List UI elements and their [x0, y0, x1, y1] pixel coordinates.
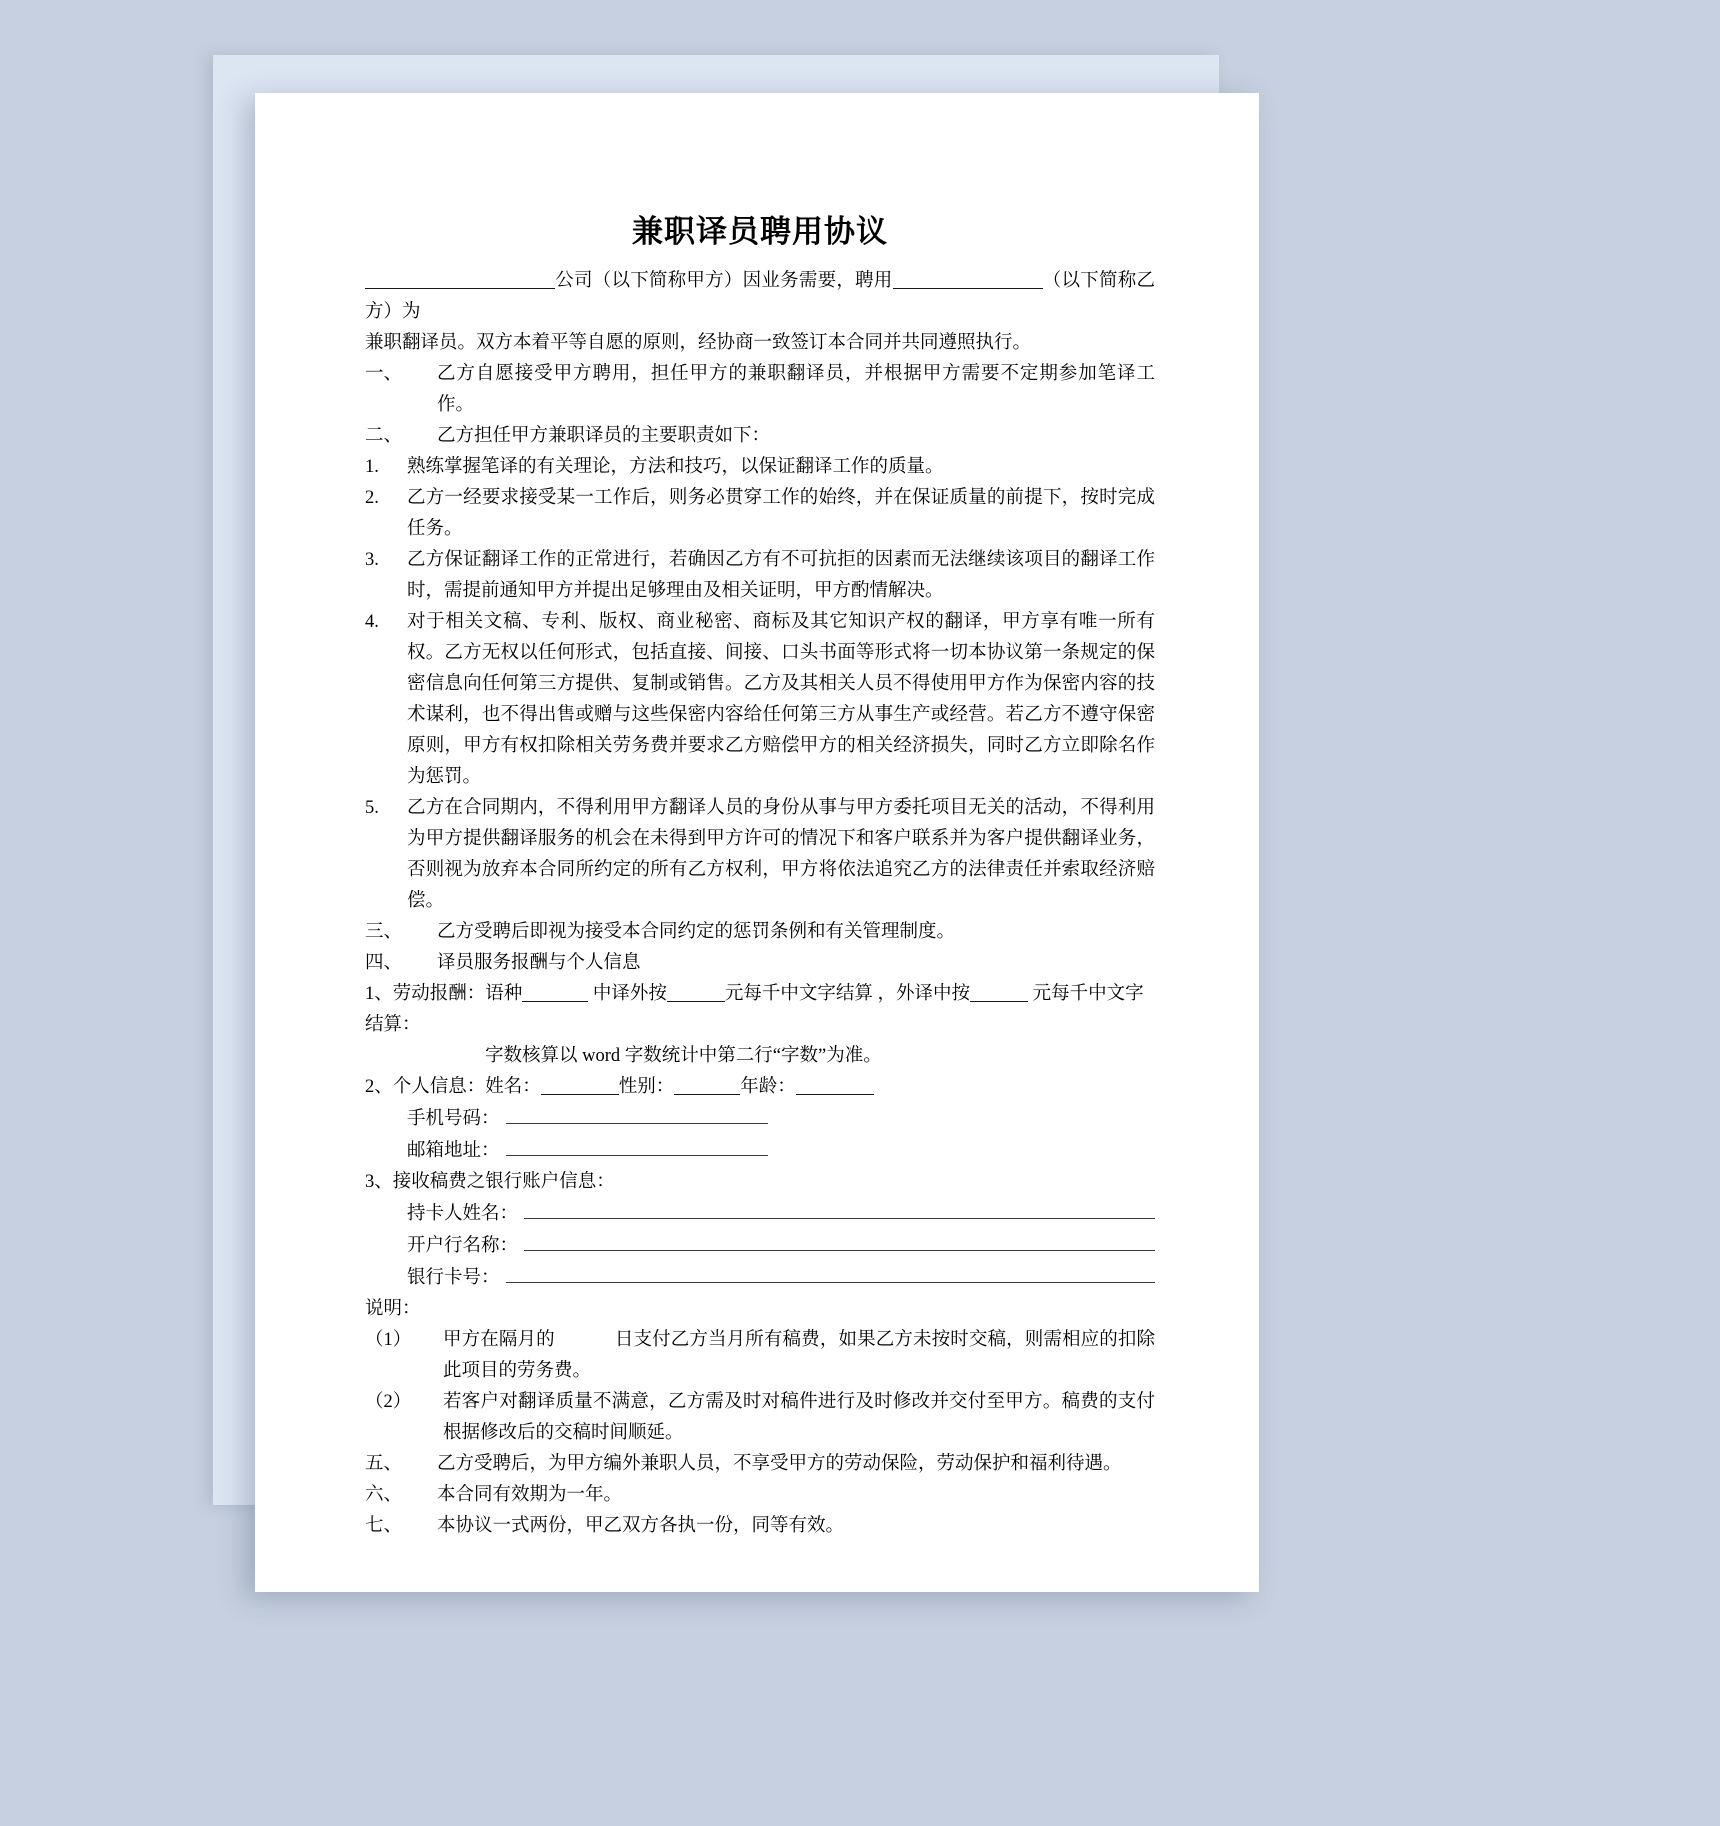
document-content	[365, 213, 1155, 1542]
phone-field-row	[365, 1103, 1155, 1135]
phone-label: 手机号码：	[407, 1108, 500, 1129]
intro-paragraph-line2: 兼职翻译员。双方本着平等自愿的原则，经协商一致签订本合同并共同遵照执行。	[365, 332, 1032, 353]
card-number-blank[interactable]	[506, 1262, 1155, 1283]
note-item-number: （1）	[365, 1329, 412, 1350]
age-label: 年龄：	[740, 1076, 796, 1097]
clause-two-text: 乙方担任甲方兼职译员的主要职责如下：	[437, 425, 771, 446]
duty-item-number: 2.	[365, 487, 379, 508]
bank-name-field-row	[365, 1230, 1155, 1262]
duty-item	[365, 483, 1155, 545]
duty-item-number: 4.	[365, 611, 379, 632]
duty-item-number: 1.	[365, 456, 379, 477]
compensation-lead: 1、劳动报酬：语种	[365, 983, 523, 1004]
clause-five-text: 乙方受聘后，为甲方编外兼职人员，不享受甲方的劳动保险，劳动保护和福利待遇。	[437, 1453, 1122, 1474]
personal-info-line	[365, 1072, 1155, 1103]
clause-two-number: 二、	[365, 425, 403, 446]
duty-item	[365, 452, 1155, 483]
compensation-seg2: 元每千中文字结算 ，外译中按	[724, 983, 971, 1004]
personal-info-lead: 2、个人信息：姓名：	[365, 1076, 541, 1097]
clause-five-number: 五、	[365, 1453, 403, 1474]
clause-seven	[365, 1511, 1155, 1542]
note-item-text: 若客户对翻译质量不满意，乙方需及时对稿件进行及时修改并交付至甲方。稿费的支付根据修改后的交稿时间顺延。	[443, 1391, 1155, 1443]
intro-after-company: 公司（以下简称甲方）因业务需要，聘用	[555, 270, 893, 291]
foreign-to-cn-rate-blank[interactable]	[970, 984, 1028, 1002]
gender-label: 性别：	[618, 1076, 675, 1097]
duty-item	[365, 545, 1155, 607]
cardholder-field-row	[365, 1198, 1155, 1230]
language-blank[interactable]	[522, 984, 588, 1002]
cardholder-blank[interactable]	[524, 1198, 1155, 1219]
clause-four	[365, 948, 1155, 979]
clause-four-number: 四、	[365, 952, 403, 973]
word-count-rule: 字数核算以 word 字数统计中第二行“字数”为准。	[485, 1045, 882, 1066]
name-blank[interactable]	[541, 1077, 619, 1095]
clause-two	[365, 421, 1155, 452]
compensation-seg3: 元每千中文字结算：	[365, 983, 1144, 1035]
clause-one-text: 乙方自愿接受甲方聘用，担任甲方的兼职翻译员，并根据甲方需要不定期参加笔译工作。	[437, 363, 1155, 415]
intro-after-party-b: （以下简称乙方）为	[365, 270, 1155, 322]
card-number-label: 银行卡号：	[407, 1267, 500, 1288]
note-item-number: （2）	[365, 1391, 412, 1412]
duty-item-text: 乙方一经要求接受某一工作后，则务必贯穿工作的始终，并在保证质量的前提下，按时完成任务。	[407, 487, 1155, 539]
clause-six	[365, 1480, 1155, 1511]
clause-one-number: 一、	[365, 363, 403, 384]
duty-item-number: 5.	[365, 797, 379, 818]
duty-item-text: 乙方保证翻译工作的正常进行，若确因乙方有不可抗拒的因素而无法继续该项目的翻译工作时，需提前通知甲方并提出足够理由及相关证明，甲方酌情解决。	[407, 549, 1155, 601]
bank-info-heading: 3、接收稿费之银行账户信息：	[365, 1171, 615, 1192]
age-blank[interactable]	[796, 1077, 874, 1095]
duty-item-text: 对于相关文稿、专利、版权、商业秘密、商标及其它知识产权的翻译，甲方享有唯一所有权。乙方无权以任何形式，包括直接、间接、口头书面等形式将一切本协议第一条规定的保密信息向任何第三方提供、复制或销售。乙方及其相关人员不得使用甲方作为保密内容的技术谋利，也不得出售或赠与这些保密内容给任何第三方从事生产或经营。若乙方不遵守保密原则，甲方有权扣除相关劳务费并要求乙方赔偿甲方的相关经济损失，同时乙方立即除名作为惩罚。	[407, 611, 1155, 787]
clause-three	[365, 917, 1155, 948]
notes-heading: 说明：	[365, 1298, 421, 1319]
party-b-name-blank[interactable]	[893, 271, 1043, 289]
card-number-field-row	[365, 1262, 1155, 1294]
note-item-text	[443, 1325, 1155, 1387]
company-name-blank[interactable]	[365, 271, 555, 289]
duty-item	[365, 607, 1155, 793]
gender-blank[interactable]	[674, 1077, 740, 1095]
clause-three-text: 乙方受聘后即视为接受本合同约定的惩罚条例和有关管理制度。	[437, 921, 956, 942]
clause-seven-text: 本协议一式两份，甲乙双方各执一份，同等有效。	[437, 1515, 845, 1536]
duty-item-text: 熟练掌握笔译的有关理论，方法和技巧，以保证翻译工作的质量。	[407, 456, 944, 477]
clause-six-number: 六、	[365, 1484, 403, 1505]
email-blank[interactable]	[506, 1135, 768, 1156]
note-one-after: 日支付乙方当月所有稿费，如果乙方未按时交稿，则需相应的扣除此项目的劳务费。	[443, 1329, 1155, 1381]
note-item	[365, 1387, 1155, 1449]
clause-six-text: 本合同有效期为一年。	[437, 1484, 623, 1505]
clause-four-text: 译员服务报酬与个人信息	[437, 952, 641, 973]
note-item	[365, 1325, 1155, 1387]
clause-three-number: 三、	[365, 921, 403, 942]
document-title: 兼职译员聘用协议	[632, 214, 888, 249]
clause-five	[365, 1449, 1155, 1480]
intro-paragraph	[365, 266, 1155, 328]
compensation-line	[365, 979, 1155, 1041]
phone-blank[interactable]	[506, 1103, 768, 1124]
cn-to-foreign-rate-blank[interactable]	[667, 984, 725, 1002]
duty-item	[365, 793, 1155, 917]
email-field-row	[365, 1135, 1155, 1167]
clause-one	[365, 359, 1155, 421]
bank-name-blank[interactable]	[524, 1230, 1155, 1251]
duty-item-text: 乙方在合同期内，不得利用甲方翻译人员的身份从事与甲方委托项目无关的活动，不得利用为甲方提供翻译服务的机会在未得到甲方许可的情况下和客户联系并为客户提供翻译业务，否则视为放弃本合同所约定的所有乙方权利，甲方将依法追究乙方的法律责任并索取经济赔偿。	[407, 797, 1155, 911]
duty-item-number: 3.	[365, 549, 379, 570]
note-one-before: 甲方在隔月的	[443, 1329, 555, 1350]
bank-name-label: 开户行名称：	[407, 1235, 519, 1256]
document-page	[255, 93, 1259, 1592]
compensation-seg1: 中译外按	[592, 983, 667, 1004]
cardholder-label: 持卡人姓名：	[407, 1203, 519, 1224]
email-label: 邮箱地址：	[407, 1140, 500, 1161]
clause-seven-number: 七、	[365, 1515, 403, 1536]
